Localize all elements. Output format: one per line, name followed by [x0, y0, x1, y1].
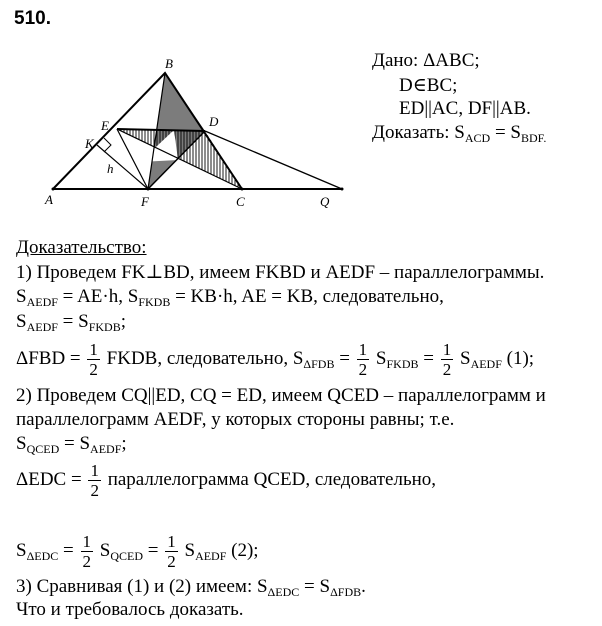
proof-line-6: параллелограмм AEDF, у которых стороны равны; т.е. — [16, 409, 455, 430]
label-h: h — [107, 161, 114, 176]
given-title: Дано: ΔABC; — [372, 50, 480, 71]
proof-line-11: Что и требовалось доказать. — [16, 599, 244, 620]
proof-line-8: ΔEDC = $\frac{1}{2}$ параллелограмма QCED, следовательно, — [16, 461, 437, 500]
given-prove: Доказать: $S_{ACD} = S_{BDF.}$ — [372, 122, 547, 145]
label-q: Q — [320, 194, 330, 209]
given-cond1: D∈BC; — [399, 75, 458, 96]
label-d: D — [209, 114, 219, 129]
label-c: C — [236, 194, 245, 209]
proof-line-2: $S_{AEDF} = AE\cdot h$, $S_{FKDB} = KB\cdot h$, AE = KB, следовательно, — [16, 286, 444, 309]
label-f: F — [141, 194, 149, 209]
proof-line-3: $S_{AEDF} = S_{FKDB}$; — [16, 311, 127, 334]
proof-line-5: 2) Проведем CQ||ED, CQ = ED, имеем QCED – параллелограмм и — [16, 385, 546, 406]
right-angle-mark — [104, 138, 111, 152]
proof-line-1: 1) Проведем FK⊥BD, имеем FKBD и AEDF – параллелограммы. — [16, 262, 545, 283]
problem-number: 510. — [14, 8, 51, 29]
label-a: A — [45, 192, 53, 207]
proof-line-10: 3) Сравнивая (1) и (2) имеем: $S_{\Delta EDC} = S_{\Delta FDB}$. — [16, 576, 366, 599]
proof-heading: Доказательство: — [16, 237, 147, 258]
proof-line-9: $S_{\Delta EDC}$ = $\frac{1}{2}$ $S_{QCED}$ = $\frac{1}{2}$ $S_{AEDF}$ (2); — [16, 532, 259, 571]
proof-line-7: $S_{QCED} = S_{AEDF}$; — [16, 433, 127, 456]
label-b: B — [165, 56, 173, 71]
label-k: K — [85, 136, 94, 151]
proof-line-4: ΔFBD = $\frac{1}{2}$ FKDB, следовательно, $S_{\Delta FDB}$ = $\frac{1}{2}$ $S_{FKDB}$ = $\frac{1}{2}$ $S_{AEDF}$ (1); — [16, 340, 535, 379]
given-cond2: ED||AC, DF||AB. — [399, 98, 531, 119]
label-e: E — [101, 118, 109, 133]
